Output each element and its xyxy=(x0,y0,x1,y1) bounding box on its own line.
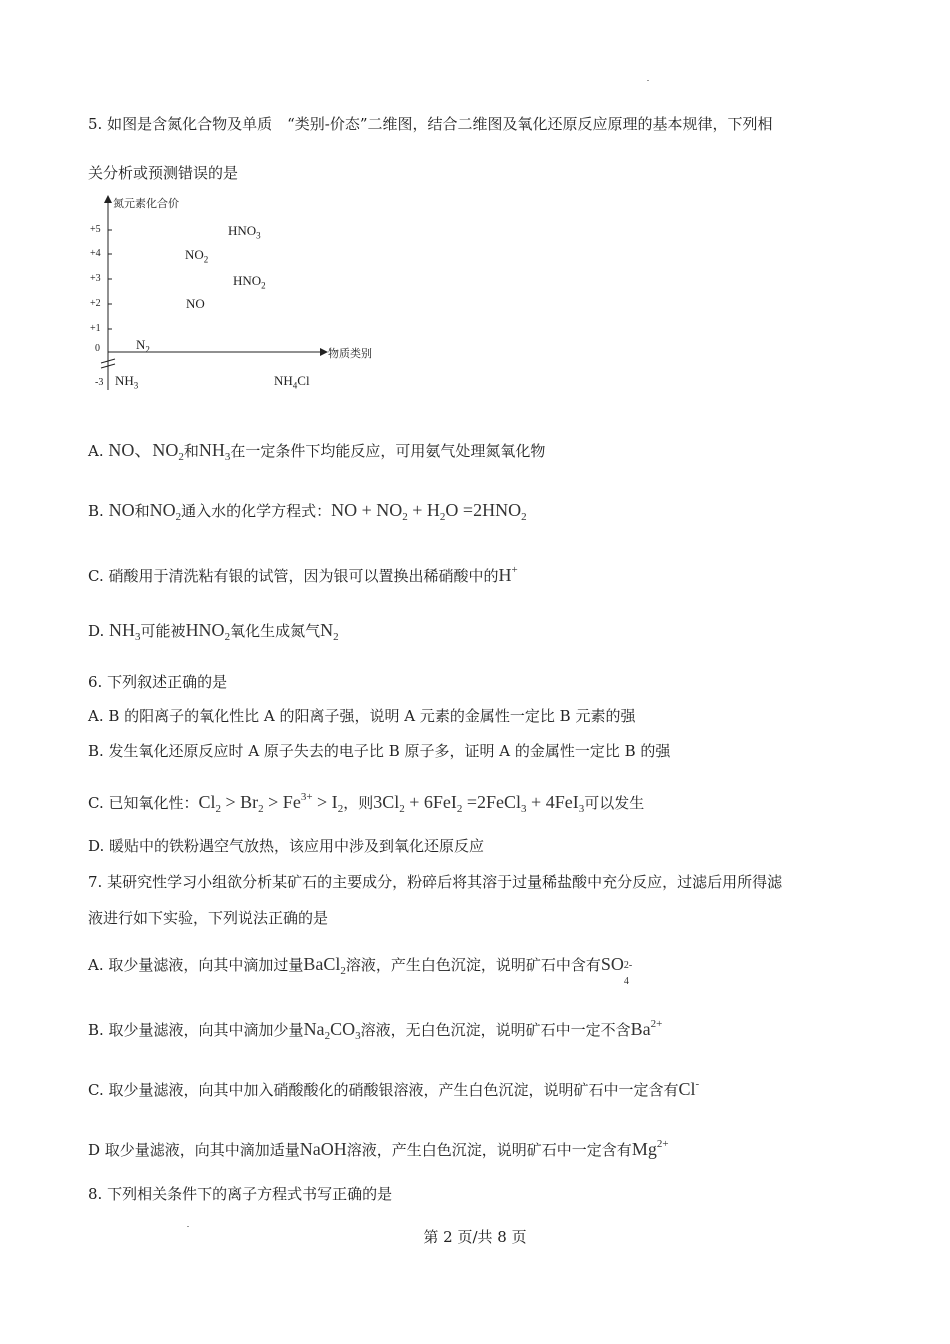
q5-stem-line2: 关分析或预测错误的是 xyxy=(88,164,239,182)
tick-label: +3 xyxy=(90,273,101,284)
q6-option-c[interactable]: C. 已知氧化性：$Cl_2 > Br_2 > Fe^{3+} > I_2$，则$3Cl_2 + 6FeI_2$ =2FeCl$_3$ + 4FeI$_3$可以发生 xyxy=(88,791,645,815)
q7-stem-line2: 液进行如下实验，下列说法正确的是 xyxy=(88,909,329,927)
x-axis-arrow-icon xyxy=(320,348,328,356)
y-axis-label: 氮元素化合价 xyxy=(113,197,179,210)
q6-stem: 6. 下列叙述正确的是 xyxy=(88,673,228,691)
y-axis-arrow-icon xyxy=(104,195,112,203)
q5-option-b[interactable]: B. NO和$NO_2$通入水的化学方程式：NO + $NO_2 + H_2O =2HNO_2$ xyxy=(88,500,527,523)
x-axis-label: 物质类别 xyxy=(328,347,372,360)
scan-dot xyxy=(647,80,649,81)
q7-stem-line1: 7. 某研究性学习小组欲分析某矿石的主要成分，粉碎后将其溶于过量稀盐酸中充分反应，过滤后用所得滤 xyxy=(88,873,783,891)
species-n2: $N_2$ xyxy=(136,337,150,355)
q7-option-d[interactable]: D 取少量滤液，向其中滴加适量NaOH溶液，产生白色沉淀，说明矿石中一定含有$Mg^{2+}$ xyxy=(88,1138,669,1159)
species-hno3: $HNO_3$ xyxy=(228,223,261,241)
tick-label: +2 xyxy=(90,298,101,309)
tick-label: -3 xyxy=(95,377,104,388)
q5-option-d[interactable]: D. $NH_3$可能被$HNO_2$氧化生成氮气$N_2$ xyxy=(88,620,339,643)
species-hno2: $HNO_2$ xyxy=(233,273,266,291)
tick-label: 0 xyxy=(95,343,100,354)
page-footer: 第 2 页/共 8 页 xyxy=(423,1228,527,1246)
q6-option-d[interactable]: D. 暖贴中的铁粉遇空气放热，该应用中涉及到氧化还原反应 xyxy=(88,837,485,855)
tick-label: +4 xyxy=(90,248,101,259)
q8-stem: 8. 下列相关条件下的离子方程式书写正确的是 xyxy=(88,1185,393,1203)
q7-option-a[interactable]: A. 取少量滤液，向其中滴加过量BaCl$_2$溶液，产生白色沉淀，说明矿石中含有SO 2- 4 xyxy=(88,954,633,987)
tick-label: +1 xyxy=(90,323,101,334)
species-no: NO xyxy=(186,296,205,311)
q7-option-b[interactable]: B. 取少量滤液，向其中滴加少量$Na_2CO_3$溶液，无白色沉淀，说明矿石中一定不含$Ba^{2+}$ xyxy=(88,1018,663,1042)
species-nh3: $NH_3$ xyxy=(115,373,139,391)
q5-option-a[interactable]: A. NO、$NO_2$和$NH_3$在一定条件下均能反应，可用氨气处理氮氧化物 xyxy=(88,440,546,463)
species-nh4cl: $NH_4Cl$ xyxy=(274,373,310,391)
q5-stem-line1: 5. 如图是含氮化合物及单质 “类别-价态”二维图，结合二维图及氧化还原反应原理的基本规律，下列相 xyxy=(88,115,773,133)
species-no2: $NO_2$ xyxy=(185,247,209,265)
q7-option-c[interactable]: C. 取少量滤液，向其中加入硝酸酸化的硝酸银溶液，产生白色沉淀，说明矿石中一定含有Cl- xyxy=(88,1078,700,1099)
tick-label: +5 xyxy=(90,224,101,235)
q5-option-c[interactable]: C. 硝酸用于清洗粘有银的试管，因为银可以置换出稀硝酸中的H+ xyxy=(88,564,518,585)
q6-option-b[interactable]: B. 发生氧化还原反应时 A 原子失去的电子比 B 原子多，证明 A 的金属性一定比 B 的强 xyxy=(88,742,671,760)
q6-option-a[interactable]: A. B 的阳离子的氧化性比 A 的阳离子强，说明 A 元素的金属性一定比 B 元素的强 xyxy=(88,707,636,725)
nitrogen-valence-diagram xyxy=(88,195,388,395)
